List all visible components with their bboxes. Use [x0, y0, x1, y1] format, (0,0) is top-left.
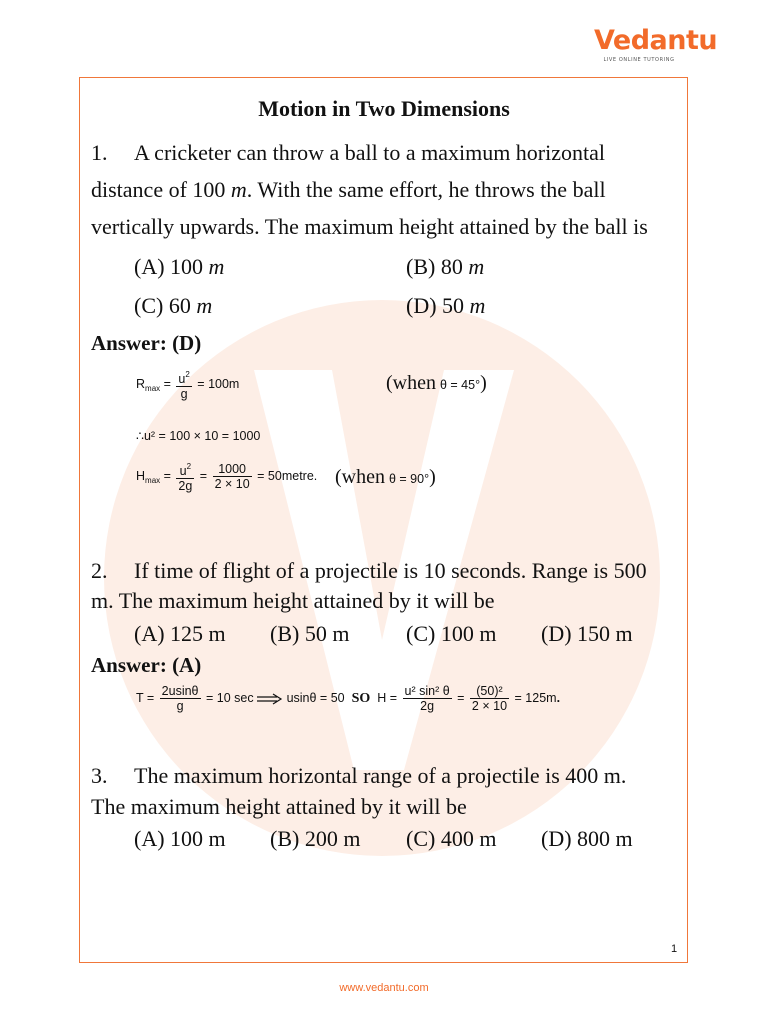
- q1-condition-2: [335, 466, 436, 489]
- eq-numerator: 2usinθ: [161, 684, 199, 698]
- footer-link[interactable]: www.vedantu.com: [339, 982, 429, 994]
- q2-option-b: (B) 50 m: [270, 621, 350, 646]
- eq-denominator: g: [180, 387, 188, 401]
- eq-fraction: [160, 684, 201, 713]
- option-unit: m: [196, 293, 213, 318]
- eq-result: = 50metre.: [257, 468, 318, 483]
- q1-line3: vertically upwards. The maximum height attained by the ball is: [91, 214, 648, 239]
- q3-option-d: (D) 800 m: [541, 826, 633, 851]
- eq-intermediate: usinθ = 50: [286, 690, 345, 705]
- q2-line2: m. The maximum height attained by it will be: [91, 588, 495, 613]
- eq-denominator: g: [176, 699, 184, 713]
- eq-numerator: u: [178, 372, 186, 386]
- q1-option-b: [406, 254, 484, 280]
- q1-condition-1: [386, 372, 487, 395]
- q1-option-d: [406, 293, 485, 319]
- close-paren: ): [480, 372, 487, 394]
- q2-option-a: (A) 125 m: [134, 621, 226, 646]
- eq-denominator: 2g: [420, 699, 435, 713]
- page-title: Motion in Two Dimensions: [258, 96, 510, 121]
- implies-arrow-icon: [257, 693, 283, 705]
- q1-line1: A cricketer can throw a ball to a maximum horizontal: [134, 140, 606, 165]
- eq-denominator: 2 × 10: [471, 699, 508, 713]
- option-text: (C) 60: [134, 293, 197, 318]
- eq-period: .: [556, 690, 561, 705]
- logo-wordmark: Vedantu: [594, 25, 718, 56]
- q1-line2-text: distance of 100: [91, 177, 231, 202]
- angle-condition: θ = 90°: [388, 472, 430, 486]
- vedantu-logo: [594, 25, 718, 63]
- q2-line1: If time of flight of a projectile is 10 seconds. Range is 500: [134, 558, 647, 583]
- option-unit: m: [208, 254, 225, 279]
- eq-numerator: u: [179, 464, 187, 478]
- eq-symbol: R: [136, 376, 146, 391]
- when-label: (when: [386, 372, 436, 394]
- eq-result: = 10 sec: [206, 690, 254, 705]
- eq-fraction: $\frac{u^2}{g}$: [178, 370, 190, 401]
- q2-option-c: (C) 100 m: [406, 621, 497, 646]
- eq-result: = 100m: [197, 376, 240, 391]
- q1-number: 1.: [91, 140, 108, 165]
- q1-option-a: [134, 254, 224, 280]
- eq-result: = 125m: [514, 690, 557, 705]
- when-label: (when: [335, 466, 385, 488]
- page-number: 1: [671, 943, 678, 955]
- q1-equation-hmax: $H_{max}$ = $\frac{u^2}{2g}$ = $\frac{1000}{2 \times 10}$ = 50metre.: [136, 462, 318, 493]
- q3-option-c: (C) 400 m: [406, 826, 497, 851]
- q2-equation: T = $\frac{2usin\theta}{g}$ = 10 sec usinθ = 50 SO H = $\frac{\text{u² sin² θ}}{2g}$ = $\frac{\text{(50)²}}{2 \times 10}$ = 125m.: [136, 684, 561, 713]
- eq-subscript: max: [145, 383, 161, 393]
- option-unit: m: [469, 293, 486, 318]
- so-word: SO: [351, 690, 371, 706]
- eq-subscript: max: [145, 475, 161, 485]
- eq-numerator: (50)²: [470, 684, 509, 699]
- q3-option-a: (A) 100 m: [134, 826, 226, 851]
- q2-number: 2.: [91, 558, 108, 583]
- q1-equation-rmax: $R_{max}$ = $\frac{u^2}{g}$ = 100m: [136, 370, 240, 401]
- eq-symbol: H: [136, 468, 146, 483]
- q1-equation-u2: ∴u² = 100 × 10 = 1000: [136, 429, 261, 443]
- eq-fraction: $\frac{u^2}{2g}$: [178, 462, 193, 493]
- option-text: (D) 50: [406, 293, 470, 318]
- q2-option-d: (D) 150 m: [541, 621, 633, 646]
- logo-tagline: LIVE ONLINE TUTORING: [603, 57, 675, 63]
- eq-fraction: [403, 684, 452, 713]
- q3-option-b: (B) 200 m: [270, 826, 361, 851]
- option-text: (B) 80: [406, 254, 469, 279]
- eq-symbol: H =: [377, 690, 398, 705]
- eq-fraction: [213, 462, 252, 491]
- eq-fraction: [470, 684, 509, 713]
- q1-option-c: [134, 293, 212, 319]
- eq-denominator: 2 × 10: [214, 477, 250, 491]
- eq-numerator: 1000: [213, 462, 252, 477]
- close-paren: ): [429, 466, 436, 488]
- q1-answer: Answer: (D): [91, 331, 202, 355]
- q1-line2-unit: m: [230, 177, 247, 202]
- angle-condition: θ = 45°: [439, 378, 481, 392]
- q3-number: 3.: [91, 763, 108, 788]
- q1-line2-rest: . With the same effort, he throws the ball: [246, 177, 606, 202]
- eq-symbol: T =: [136, 690, 155, 705]
- eq-denominator: 2g: [178, 479, 193, 493]
- q3-line1: The maximum horizontal range of a projectile is 400 m.: [134, 763, 627, 788]
- option-text: (A) 100: [134, 254, 209, 279]
- option-unit: m: [468, 254, 485, 279]
- q3-line2: The maximum height attained by it will be: [91, 794, 467, 819]
- eq-numerator: u² sin² θ: [404, 684, 450, 698]
- q2-answer: Answer: (A): [91, 653, 202, 677]
- q1-line2: [91, 177, 606, 203]
